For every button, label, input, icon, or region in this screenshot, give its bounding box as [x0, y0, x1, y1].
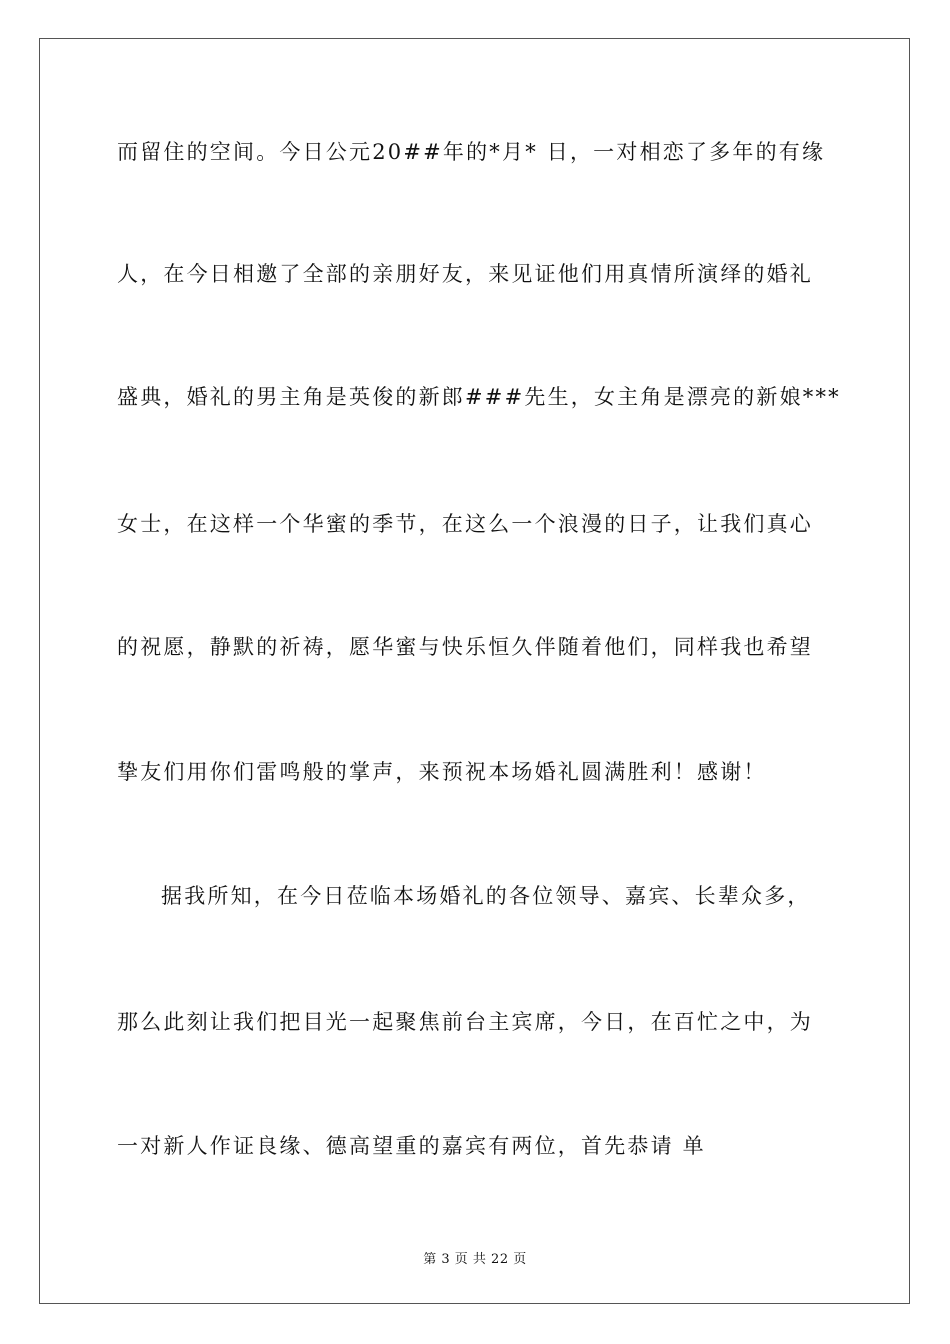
text-line: 而留住的空间。今日公元20##年的*月* 日，一对相恋了多年的有缘 [117, 140, 826, 164]
text-line: 的祝愿，静默的祈祷，愿华蜜与快乐恒久伴随着他们，同样我也希望 [117, 635, 813, 659]
page-border [39, 38, 910, 1304]
text-line: 人，在今日相邀了全部的亲朋好友，来见证他们用真情所演绎的婚礼 [117, 262, 813, 286]
text-line: 盛典，婚礼的男主角是英俊的新郎###先生，女主角是漂亮的新娘*** [117, 385, 841, 409]
text-line: 挚友们用你们雷鸣般的掌声，来预祝本场婚礼圆满胜利！感谢！ [117, 760, 767, 784]
page-number-footer: 第 3 页 共 22 页 [423, 1252, 527, 1267]
text-line: 女士，在这样一个华蜜的季节，在这么一个浪漫的日子，让我们真心 [117, 512, 813, 536]
text-line: 一对新人作证良缘、德高望重的嘉宾有两位，首先恭请 单 [117, 1134, 706, 1158]
text-line: 那么此刻让我们把目光一起聚焦前台主宾席，今日，在百忙之中，为 [117, 1010, 813, 1034]
paragraph-start-line: 据我所知，在今日莅临本场婚礼的各位领导、嘉宾、长辈众多， [161, 884, 811, 908]
